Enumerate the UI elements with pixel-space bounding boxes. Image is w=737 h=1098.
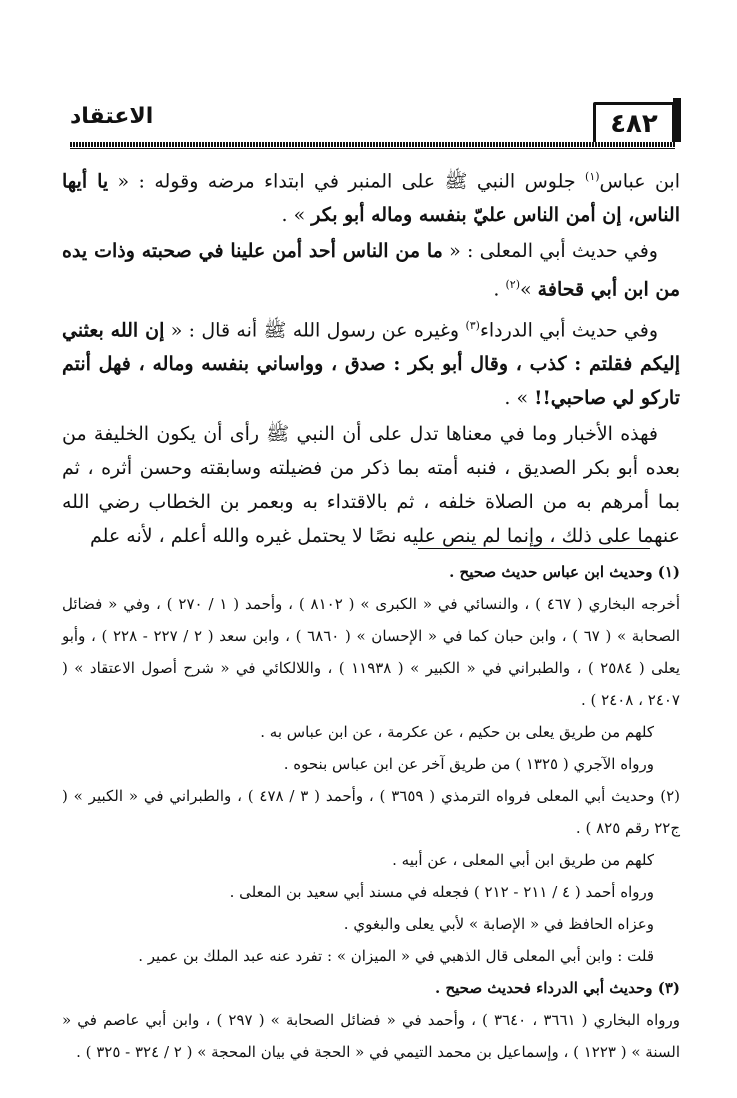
footnote-line: (٢) وحديث أبي المعلى فرواه الترمذي ( ٣٦٥٩ ) ، وأحمد ( ٣ / ٤٧٨ ) ، والطبراني في « الكبير » ( ج٢٢ رقم ٨٢٥ ) . bbox=[62, 787, 680, 837]
footnote-marker: (٣) bbox=[465, 318, 480, 332]
footnote-line: وعزاه الحافظ في « الإصابة » لأبي يعلى والبغوي . bbox=[343, 915, 654, 933]
footnote-line: كلهم من طريق يعلى بن حكيم ، عن عكرمة ، عن ابن عباس به . bbox=[260, 723, 654, 741]
page-header bbox=[60, 92, 687, 148]
text-run: ابن عباس bbox=[599, 170, 680, 193]
text-run: . bbox=[493, 278, 506, 301]
text-run: » bbox=[520, 278, 538, 301]
footnote-line: أخرجه البخاري ( ٤٦٧ ) ، والنسائي في « الكبرى » ( ٨١٠٢ ) ، وأحمد ( ١ / ٢٧٠ ) ، وفي « فضائل الصحابة » ( ٦٧ ) ، وابن حبان كما في « الإحسان » ( ٦٨٦٠ ) ، وابن سعد ( ٢ / ٢٢٧ - ٢٢٨ ) ، وأبو يعلى ( ٢٥٨٤ ) ، والطبراني في « الكبير » ( ١١٩٣٨ ) ، واللالكائي في « شرح أصول الاعتقاد » ( ٢٤٠٧ ، ٢٤٠٨ ) . bbox=[62, 595, 680, 709]
text-run: » . bbox=[281, 204, 312, 227]
footnote-line: قلت : وابن أبي المعلى قال الذهبي في « الميزان » : تفرد عنه عبد الملك بن عمير . bbox=[138, 947, 654, 965]
page-number: ٤٨٢ bbox=[593, 102, 675, 146]
header-rule bbox=[70, 142, 675, 147]
footnote-line: ورواه الآجري ( ١٣٢٥ ) من طريق آخر عن ابن عباس بنحوه . bbox=[283, 755, 654, 773]
paragraph bbox=[62, 234, 680, 306]
main-text bbox=[62, 160, 680, 555]
hadith-quote: إن الله بعثني إليكم فقلتم : كذب ، وقال أبو بكر : صدق ، وواساني بنفسه وماله ، فهل أنتم تاركو لي صاحبي!! bbox=[62, 318, 680, 409]
paragraph bbox=[62, 417, 680, 553]
footnote-line: ورواه البخاري ( ٣٦٦١ ، ٣٦٤٠ ) ، وأحمد في « فضائل الصحابة » ( ٢٩٧ ) ، وابن أبي عاصم في « السنة » ( ١٢٢٣ ) ، وإسماعيل بن محمد التيمي في « الحجة في بيان المحجة » ( ٢ / ٣٢٤ - ٣٢٥ ) . bbox=[62, 1011, 681, 1061]
text-run: وغيره عن رسول الله ﷺ أنه قال : « bbox=[164, 318, 466, 341]
text-run: وفي حديث أبي المعلى : « bbox=[442, 240, 658, 263]
text-run: فهذه الأخبار وما في معناها تدل على أن النبي ﷺ رأى أن يكون الخليفة من بعده أبو بكر الصديق ، فنبه أمته بما ذكر من فضيلته وسابقته وحسن أثره ، ثم بما أمرهم به من الصلاة خلفه ، ثم بالاقتداء به وبعمر بن الخطاب رضي الله عنهما على ذلك ، وإنما لم ينص عليه نصًا لا يحتمل غيره والله أعلم ، لأنه علم bbox=[62, 422, 680, 547]
paragraph bbox=[62, 309, 680, 415]
section-title: الاعتقاد bbox=[70, 104, 154, 129]
paragraph bbox=[62, 160, 680, 232]
hadith-quote: ما من الناس أحد أمن علينا في صحبته وذات يده من ابن أبي قحافة bbox=[62, 240, 680, 301]
footnote-separator bbox=[418, 548, 650, 549]
footnote-marker: (١) bbox=[585, 170, 600, 183]
footnotes bbox=[62, 556, 680, 1068]
text-run: » . bbox=[504, 386, 535, 409]
footnote-marker: (٢) bbox=[505, 278, 520, 292]
footnote-line: ورواه أحمد ( ٤ / ٢١١ - ٢١٢ ) فجعله في مسند أبي سعيد بن المعلى . bbox=[229, 883, 654, 901]
footnote-line: (٣) وحديث أبي الدرداء فحديث صحيح . bbox=[435, 979, 680, 997]
text-run: جلوس النبي ﷺ على المنبر في ابتداء مرضه وقوله : « bbox=[108, 170, 586, 193]
footnote-line: كلهم من طريق ابن أبي المعلى ، عن أبيه . bbox=[392, 851, 654, 869]
text-run: وفي حديث أبي الدرداء bbox=[479, 318, 659, 341]
header-rule-line bbox=[70, 148, 675, 149]
footnote-line: (١) وحديث ابن عباس حديث صحيح . bbox=[449, 563, 680, 581]
hadith-quote: يا أيها الناس، إن أمن الناس عليّ بنفسه وماله أبو بكر bbox=[62, 170, 680, 227]
